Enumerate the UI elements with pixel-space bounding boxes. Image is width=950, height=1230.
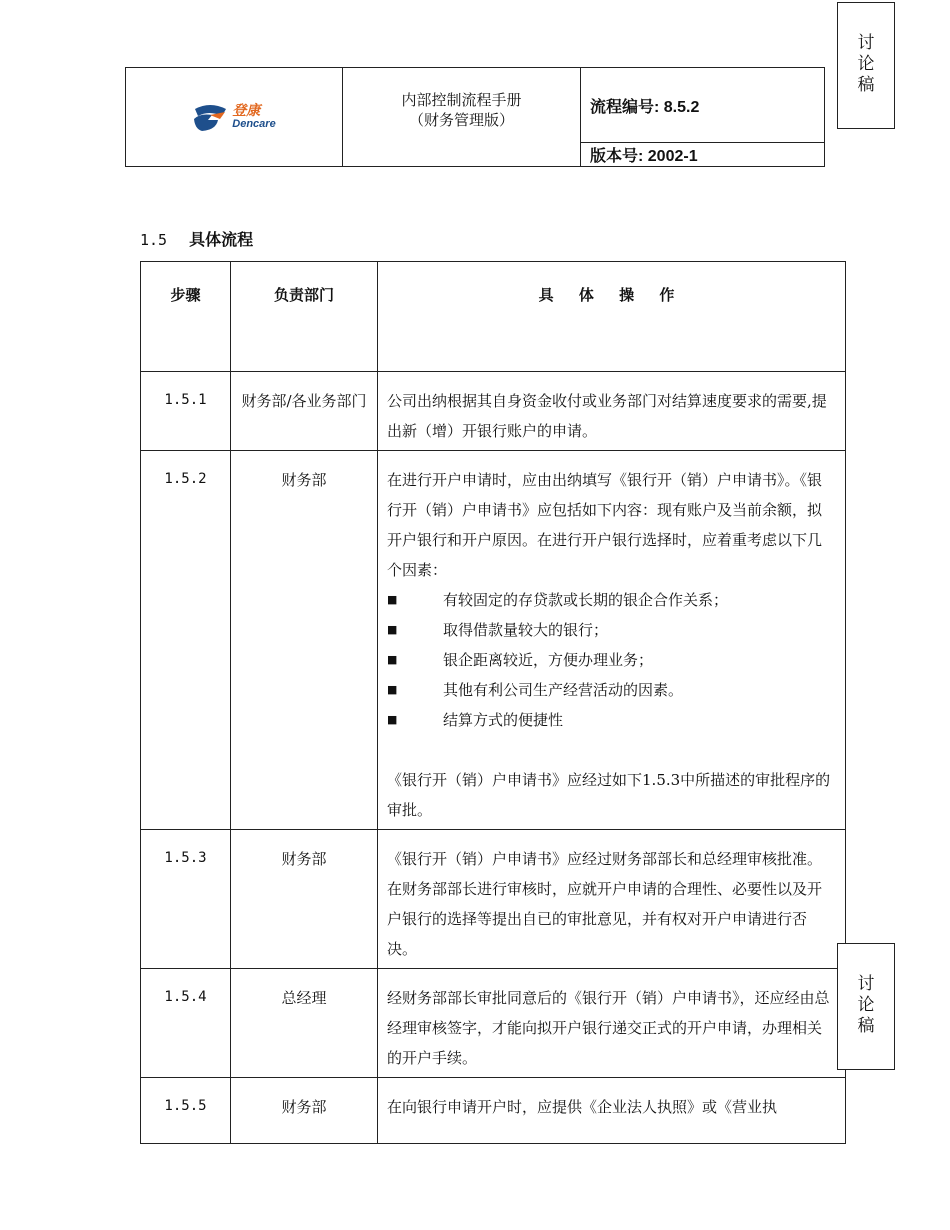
draft-stamp-top <box>837 2 895 129</box>
department: 财务部 <box>231 830 378 969</box>
operation-text: 《银行开（销）户申请书》应经过财务部部长和总经理审核批准。在财务部部长进行审核时，应就开户申请的合理性、必要性以及开户银行的选择等提出自已的审批意见，并有权对开户申请进行否决。 <box>378 830 846 969</box>
logo-cell <box>126 68 343 167</box>
operation-text: 在进行开户申请时，应由出纳填写《银行开（销）户申请书》。《银行开（销）户申请书》应包括如下内容：现有账户及当前余额，拟开户银行和开户原因。在进行开户银行选择时，应着重考虑以下几个因素： <box>387 471 823 579</box>
logo-chinese: 登康 <box>232 103 261 119</box>
section-heading <box>140 227 253 250</box>
manual-title-line1: 内部控制流程手册 <box>401 91 522 109</box>
list-item: ■ 取得借款量较大的银行； <box>387 615 831 645</box>
process-table <box>140 261 846 1144</box>
section-number: 1.5 <box>140 231 168 249</box>
operation-cell <box>378 451 846 830</box>
bullet-icon: ■ <box>387 653 398 666</box>
logo-english: Dencare <box>232 118 276 130</box>
department: 财务部 <box>231 451 378 830</box>
stamp-char: 稿 <box>857 75 875 95</box>
header-department: 负责部门 <box>231 262 378 372</box>
step-number: 1.5.2 <box>141 451 231 830</box>
stamp-char: 稿 <box>857 1016 875 1036</box>
list-item: ■ 结算方式的便捷性 <box>387 705 831 735</box>
stamp-char: 论 <box>857 54 875 74</box>
logo-mark-icon <box>192 103 228 133</box>
operation-text: 公司出纳根据其自身资金收付或业务部门对结算速度要求的需要,提出新（增）开银行账户的申请。 <box>378 372 846 451</box>
table-header-row <box>141 262 846 372</box>
header-operation: 具 体 操 作 <box>378 262 846 372</box>
stamp-char: 讨 <box>857 33 875 53</box>
bullet-icon: ■ <box>387 593 398 606</box>
bullet-icon: ■ <box>387 623 398 636</box>
list-item: ■ 其他有利公司生产经营活动的因素。 <box>387 675 831 705</box>
department: 财务部/各业务部门 <box>231 372 378 451</box>
operation-text: 在向银行申请开户时，应提供《企业法人执照》或《营业执 <box>378 1078 846 1144</box>
table-row <box>141 830 846 969</box>
operation-note: 《银行开（销）户申请书》应经过如下1.5.3中所描述的审批程序的审批。 <box>387 771 831 819</box>
table-row <box>141 451 846 830</box>
stamp-char: 论 <box>857 995 875 1015</box>
bullet-icon: ■ <box>387 713 398 726</box>
stamp-char: 讨 <box>857 974 875 994</box>
header-step: 步骤 <box>141 262 231 372</box>
table-row <box>141 1078 846 1144</box>
process-code: 流程编号: 8.5.2 <box>581 68 825 143</box>
department: 总经理 <box>231 969 378 1078</box>
step-number: 1.5.4 <box>141 969 231 1078</box>
step-number: 1.5.5 <box>141 1078 231 1144</box>
manual-title-line2: （财务管理版） <box>408 111 514 129</box>
bullet-icon: ■ <box>387 683 398 696</box>
department: 财务部 <box>231 1078 378 1144</box>
draft-stamp-middle <box>837 943 895 1070</box>
section-title: 具体流程 <box>189 230 254 249</box>
manual-title <box>343 68 581 167</box>
list-item: ■ 有较固定的存贷款或长期的银企合作关系； <box>387 585 831 615</box>
step-number: 1.5.1 <box>141 372 231 451</box>
company-logo <box>192 103 275 133</box>
table-row <box>141 372 846 451</box>
document-header <box>125 67 825 167</box>
step-number: 1.5.3 <box>141 830 231 969</box>
list-item: ■ 银企距离较近，方便办理业务； <box>387 645 831 675</box>
version-number: 版本号: 2002-1 <box>581 143 825 167</box>
table-row <box>141 969 846 1078</box>
operation-text: 经财务部部长审批同意后的《银行开（销）户申请书》，还应经由总经理审核签字，才能向拟开户银行递交正式的开户申请，办理相关的开户手续。 <box>378 969 846 1078</box>
